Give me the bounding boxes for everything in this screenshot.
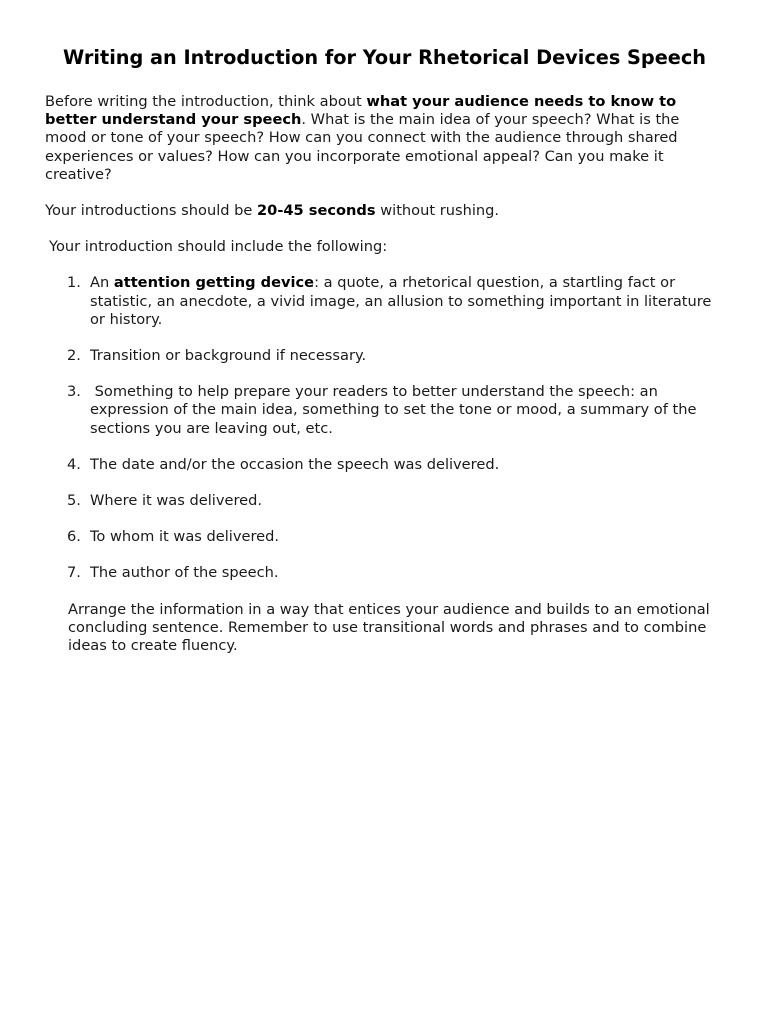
list-item-lead: An: [90, 274, 114, 292]
list-item-number: 2.: [67, 347, 81, 365]
list-item-body: Something to help prepare your readers to better understand the speech: an expression of the main idea, something to set the tone or mood, a summary of the sections you are leaving out, etc.: [90, 383, 702, 437]
include-label: Your introduction should include the following:: [49, 238, 388, 256]
list-item-text: [90, 492, 724, 510]
list-item-body: : a quote, a rhetorical question, a startling fact or statistic, an anecdote, a vivid image, an allusion to something important in literature or history.: [90, 274, 712, 328]
list-item-number: 1.: [67, 274, 81, 292]
list-item: [45, 456, 724, 474]
intro-paragraph: [45, 93, 724, 184]
list-item: [45, 528, 724, 546]
list-item-text: [90, 456, 724, 474]
list-item-text: [90, 383, 724, 438]
intro-emphasis-text: what your audience needs to know to better understand your speech: [45, 93, 677, 129]
list-item-text: [90, 274, 724, 329]
duration-paragraph: [45, 202, 724, 220]
list-item: [45, 274, 724, 329]
list-item: [45, 347, 724, 365]
page-title: Writing an Introduction for Your Rhetorical Devices Speech: [62, 46, 707, 69]
list-item-body: Transition or background if necessary.: [90, 347, 367, 365]
duration-rest-text: without rushing.: [375, 202, 500, 220]
list-item: [45, 564, 724, 582]
closing-paragraph: Arrange the information in a way that entices your audience and builds to an emotional concluding sentence. Remember to use transitional words and phrases and to combine ideas to create fluency.: [68, 600, 710, 655]
list-item-number: 5.: [67, 492, 81, 510]
intro-rest-text: . What is the main idea of your speech? What is the mood or tone of your speech? How can you connect with the audience through shared experiences or values? How can you incorporate emotional appeal? Can you make it creative?: [45, 111, 680, 183]
duration-emphasis-text: 20-45 seconds: [257, 202, 376, 220]
list-item-body: The date and/or the occasion the speech was delivered.: [90, 455, 500, 473]
list-item-text: [90, 347, 724, 365]
duration-lead-text: Your introductions should be: [45, 202, 258, 220]
list-item-body: Where it was delivered.: [90, 492, 263, 510]
intro-lead-text: Before writing the introduction, think about: [45, 93, 367, 110]
list-item-text: [90, 564, 724, 582]
list-item-emphasis: attention getting device: [113, 274, 315, 292]
list-item: [45, 492, 724, 510]
list-item-body: The author of the speech.: [90, 564, 279, 582]
list-item-number: 7.: [67, 564, 81, 582]
requirements-list: [45, 274, 724, 582]
list-item-number: 3.: [67, 383, 81, 401]
list-item-body: To whom it was delivered.: [90, 528, 280, 546]
list-item: [45, 383, 724, 438]
list-item-number: 4.: [67, 455, 81, 473]
list-item-number: 6.: [67, 528, 81, 546]
list-item-text: [90, 528, 724, 546]
